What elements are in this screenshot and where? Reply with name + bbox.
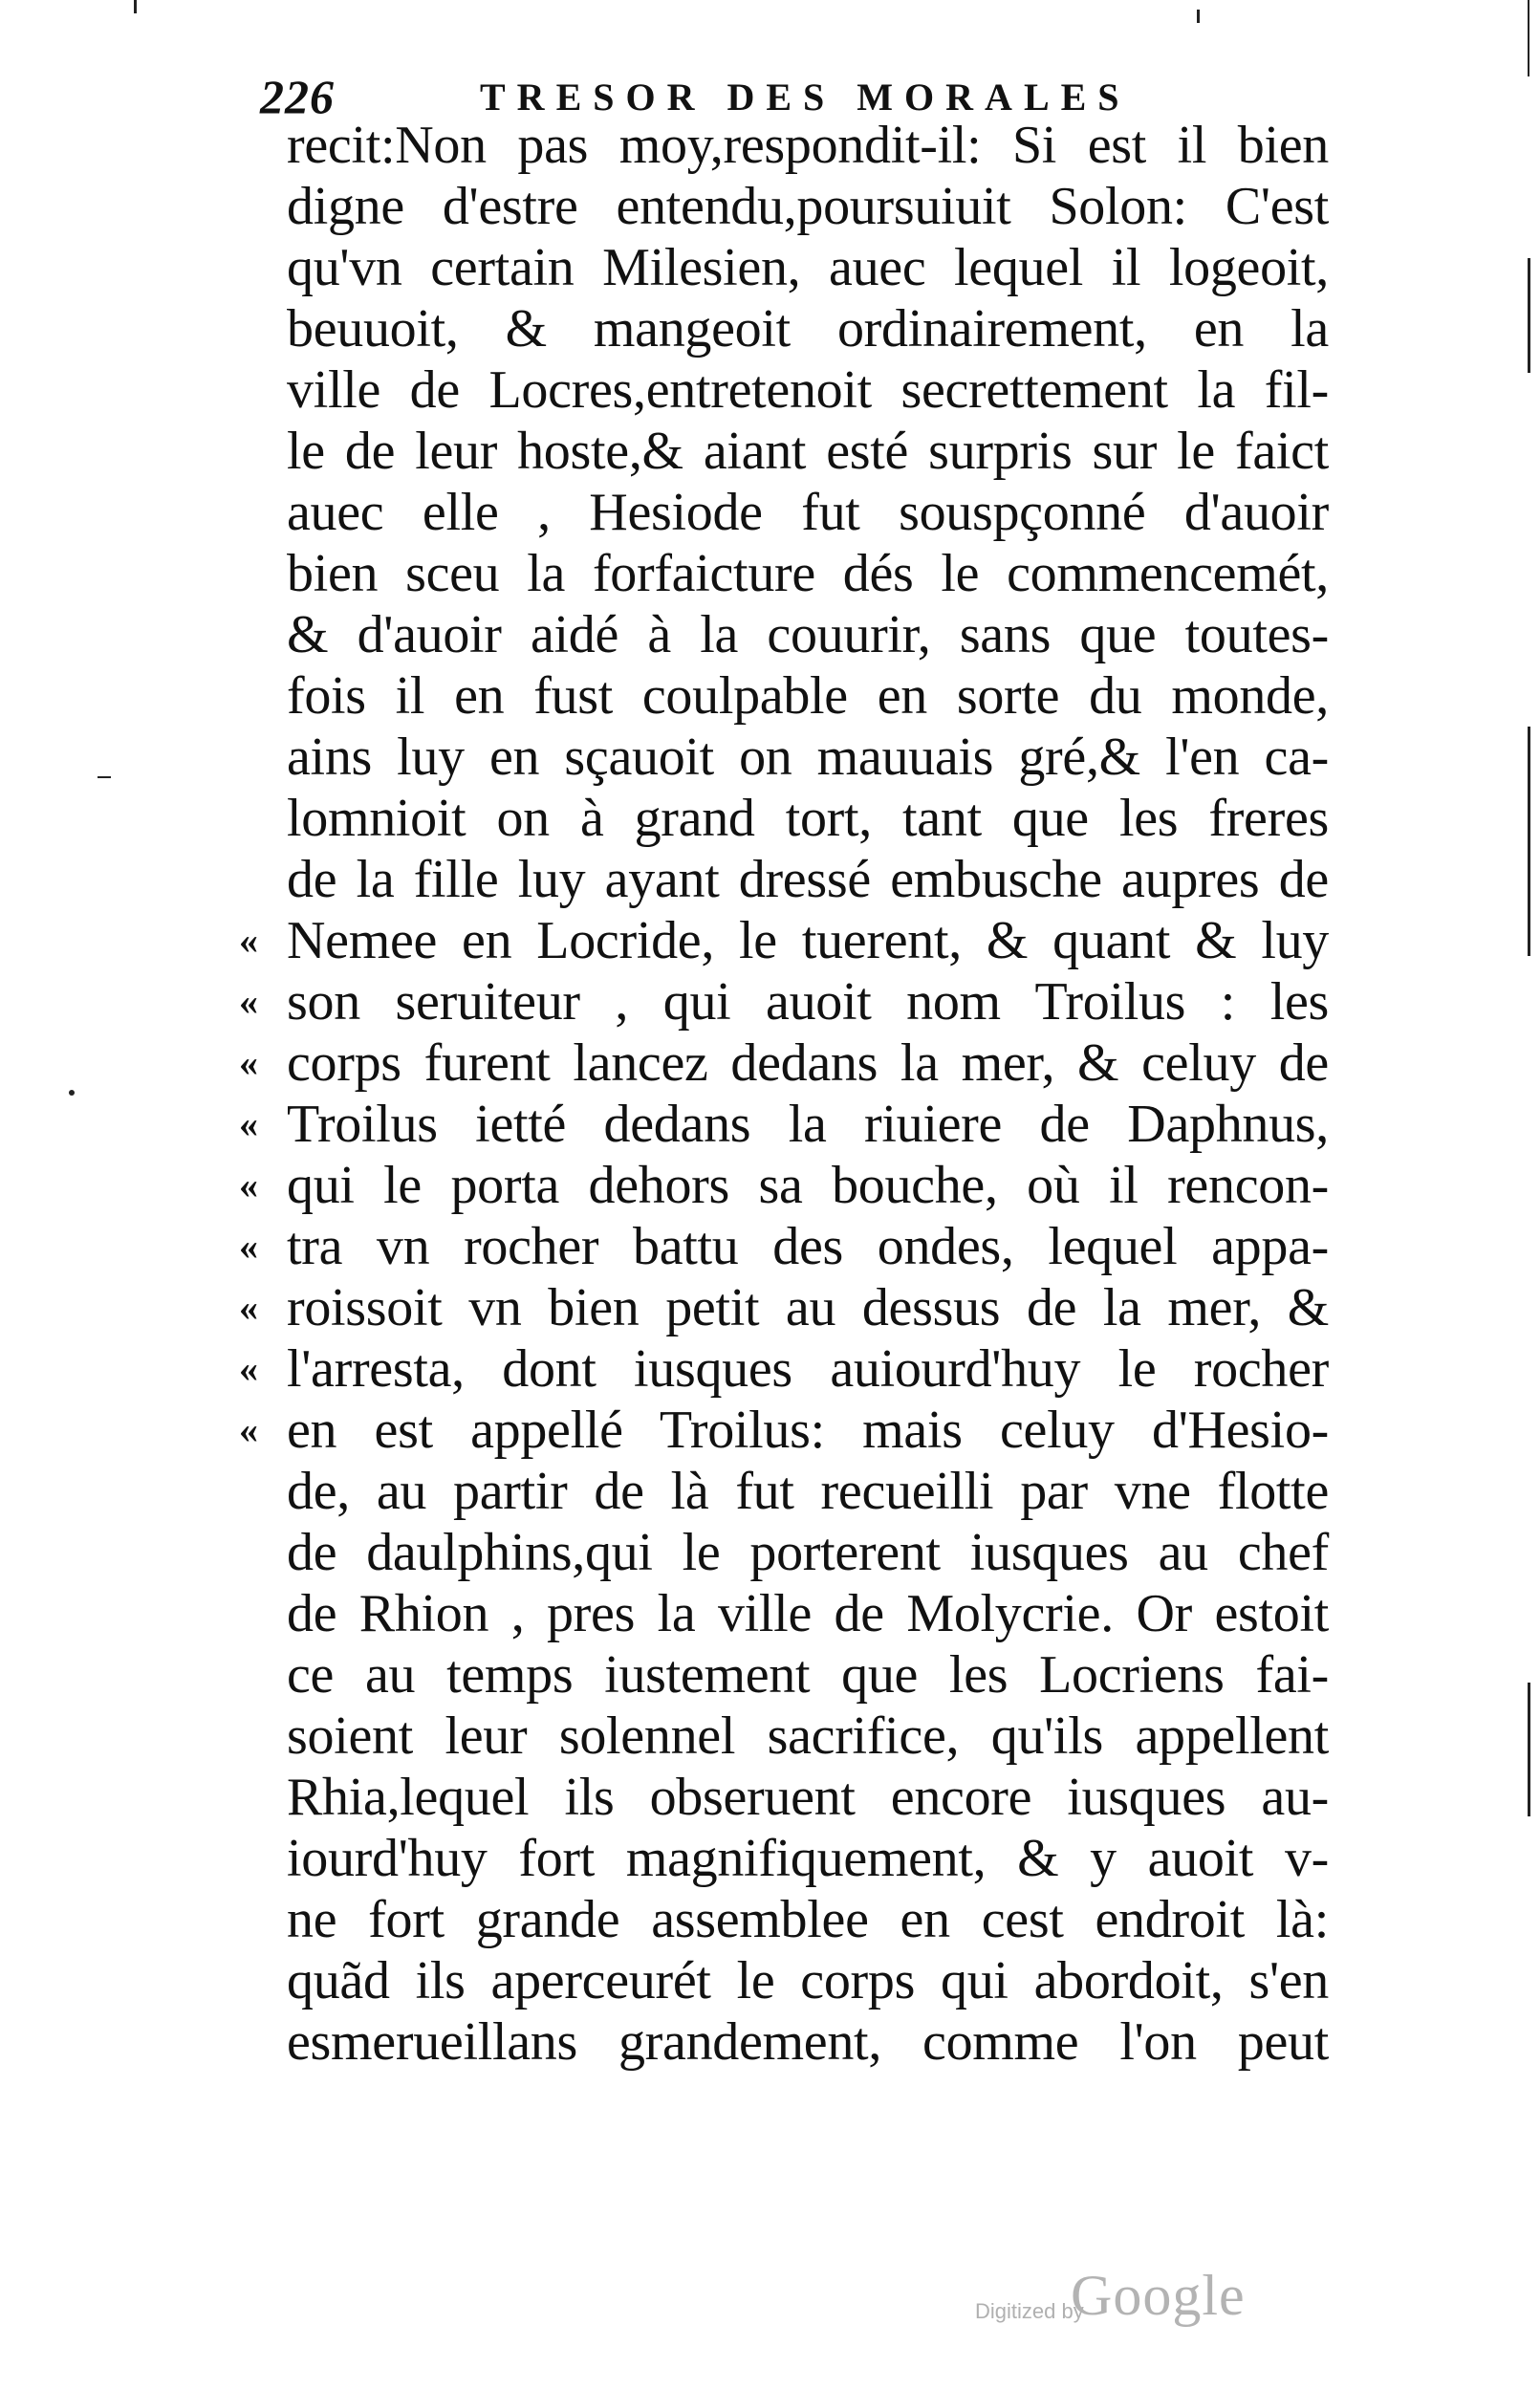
running-title: TRESOR DES MORALES xyxy=(480,76,1131,119)
left-edge-mark xyxy=(134,0,137,13)
text-line xyxy=(239,1338,1329,1400)
line-text: ce au temps iustement que les Locriens fai- xyxy=(287,1645,1329,1705)
line-text: beuuoit, & mangeoit ordinairement, en la xyxy=(287,299,1329,358)
text-line xyxy=(287,2011,1329,2073)
text-line xyxy=(287,1828,1329,1889)
quote-mark: « xyxy=(239,1347,254,1390)
line-text: digne d'estre entendu,poursuiuit Solon: C'est xyxy=(287,177,1329,236)
line-text: fois il en fust coulpable en sorte du monde, xyxy=(287,666,1329,726)
right-edge-line-low xyxy=(1528,1683,1530,1816)
text-line xyxy=(287,1583,1329,1644)
text-line xyxy=(239,1216,1329,1277)
left-margin-tick xyxy=(98,776,111,778)
line-text: l'arresta, dont iusques auiourd'huy le rocher xyxy=(287,1339,1329,1399)
line-text: le de leur hoste,& aiant esté surpris sur le faict xyxy=(287,422,1329,481)
line-text: tra vn rocher battu des ondes, lequel appa- xyxy=(287,1217,1329,1276)
body-text xyxy=(239,115,1329,2073)
page-number: 226 xyxy=(260,70,335,123)
quote-mark: « xyxy=(239,980,254,1023)
line-text: de daulphins,qui le porterent iusques au chef xyxy=(287,1523,1329,1582)
line-text: roissoit vn bien petit au dessus de la mer, & xyxy=(287,1278,1329,1337)
line-text: quãd ils aperceurét le corps qui abordoit, s'en xyxy=(287,1951,1329,2010)
line-text: corps furent lancez dedans la mer, & celuy de xyxy=(287,1033,1329,1093)
line-text: son seruiteur , qui auoit nom Troilus : les xyxy=(287,972,1329,1032)
text-line xyxy=(287,359,1329,421)
text-line xyxy=(287,176,1329,237)
quote-mark: « xyxy=(239,1102,254,1145)
line-text: & d'auoir aidé à la couurir, sans que toutes- xyxy=(287,605,1329,664)
line-text: Rhia,lequel ils obseruent encore iusques au- xyxy=(287,1768,1329,1827)
text-line xyxy=(287,1706,1329,1767)
text-line xyxy=(287,1644,1329,1706)
text-line xyxy=(287,1889,1329,1950)
right-edge-line-lower xyxy=(1528,258,1530,373)
text-line xyxy=(239,1094,1329,1155)
line-text: bien sceu la forfaicture dés le commencemét, xyxy=(287,544,1329,603)
line-text: soient leur solennel sacrifice, qu'ils appellent xyxy=(287,1706,1329,1766)
line-text: de, au partir de là fut recueilli par vne flotte xyxy=(287,1462,1329,1521)
text-line xyxy=(239,971,1329,1032)
digitized-label: Digitized by xyxy=(975,2299,1084,2323)
text-line xyxy=(287,1950,1329,2011)
google-logo: Google xyxy=(1071,2264,1246,2327)
quote-mark: « xyxy=(239,1041,254,1084)
text-line xyxy=(287,849,1329,910)
text-line xyxy=(287,115,1329,176)
text-line xyxy=(239,1400,1329,1461)
line-text: auec elle , Hesiode fut souspçonné d'auoir xyxy=(287,483,1329,542)
text-line xyxy=(239,1277,1329,1338)
line-text: iourd'huy fort magnifiquement, & y auoit v- xyxy=(287,1829,1329,1888)
left-margin-dot xyxy=(69,1090,75,1096)
line-text: Nemee en Locride, le tuerent, & quant & luy xyxy=(287,911,1329,970)
line-text: recit:Non pas moy,respondit-il: Si est il bien xyxy=(287,116,1329,175)
right-edge-line-mid xyxy=(1528,727,1530,956)
text-line xyxy=(239,910,1329,971)
text-line xyxy=(287,665,1329,727)
quote-mark: « xyxy=(239,1225,254,1268)
text-line xyxy=(287,604,1329,665)
text-line xyxy=(239,1032,1329,1094)
right-edge-line xyxy=(1528,0,1529,76)
text-line xyxy=(287,298,1329,359)
line-text: qu'vn certain Milesien, auec lequel il logeoit, xyxy=(287,238,1329,297)
line-text: esmerueillans grandement, comme l'on peut xyxy=(287,2012,1329,2072)
quote-mark: « xyxy=(239,1163,254,1206)
text-line xyxy=(287,1767,1329,1828)
digitized-by-watermark xyxy=(975,2261,1357,2337)
quote-mark: « xyxy=(239,1286,254,1329)
line-text: en est appellé Troilus: mais celuy d'Hesio- xyxy=(287,1401,1329,1460)
line-text: ains luy en sçauoit on mauuais gré,& l'en ca- xyxy=(287,728,1329,787)
quote-mark: « xyxy=(239,919,254,962)
text-line xyxy=(287,421,1329,482)
line-text: de la fille luy ayant dressé embusche aupres de xyxy=(287,850,1329,909)
text-line xyxy=(287,543,1329,604)
text-line xyxy=(287,1522,1329,1583)
line-text: Troilus ietté dedans la riuiere de Daphnus, xyxy=(287,1095,1329,1154)
line-text: ville de Locres,entretenoit secrettement la fil- xyxy=(287,360,1329,420)
quote-mark: « xyxy=(239,1408,254,1451)
line-text: ne fort grande assemblee en cest endroit là: xyxy=(287,1890,1329,1949)
text-line xyxy=(287,1461,1329,1522)
top-edge-mark xyxy=(1197,10,1200,23)
line-text: lomnioit on à grand tort, tant que les freres xyxy=(287,789,1329,848)
text-line xyxy=(287,788,1329,849)
text-line xyxy=(287,237,1329,298)
text-line xyxy=(287,482,1329,543)
text-line xyxy=(239,1155,1329,1216)
text-line xyxy=(287,727,1329,788)
line-text: qui le porta dehors sa bouche, où il rencon- xyxy=(287,1156,1329,1215)
line-text: de Rhion , pres la ville de Molycrie. Or estoit xyxy=(287,1584,1329,1643)
